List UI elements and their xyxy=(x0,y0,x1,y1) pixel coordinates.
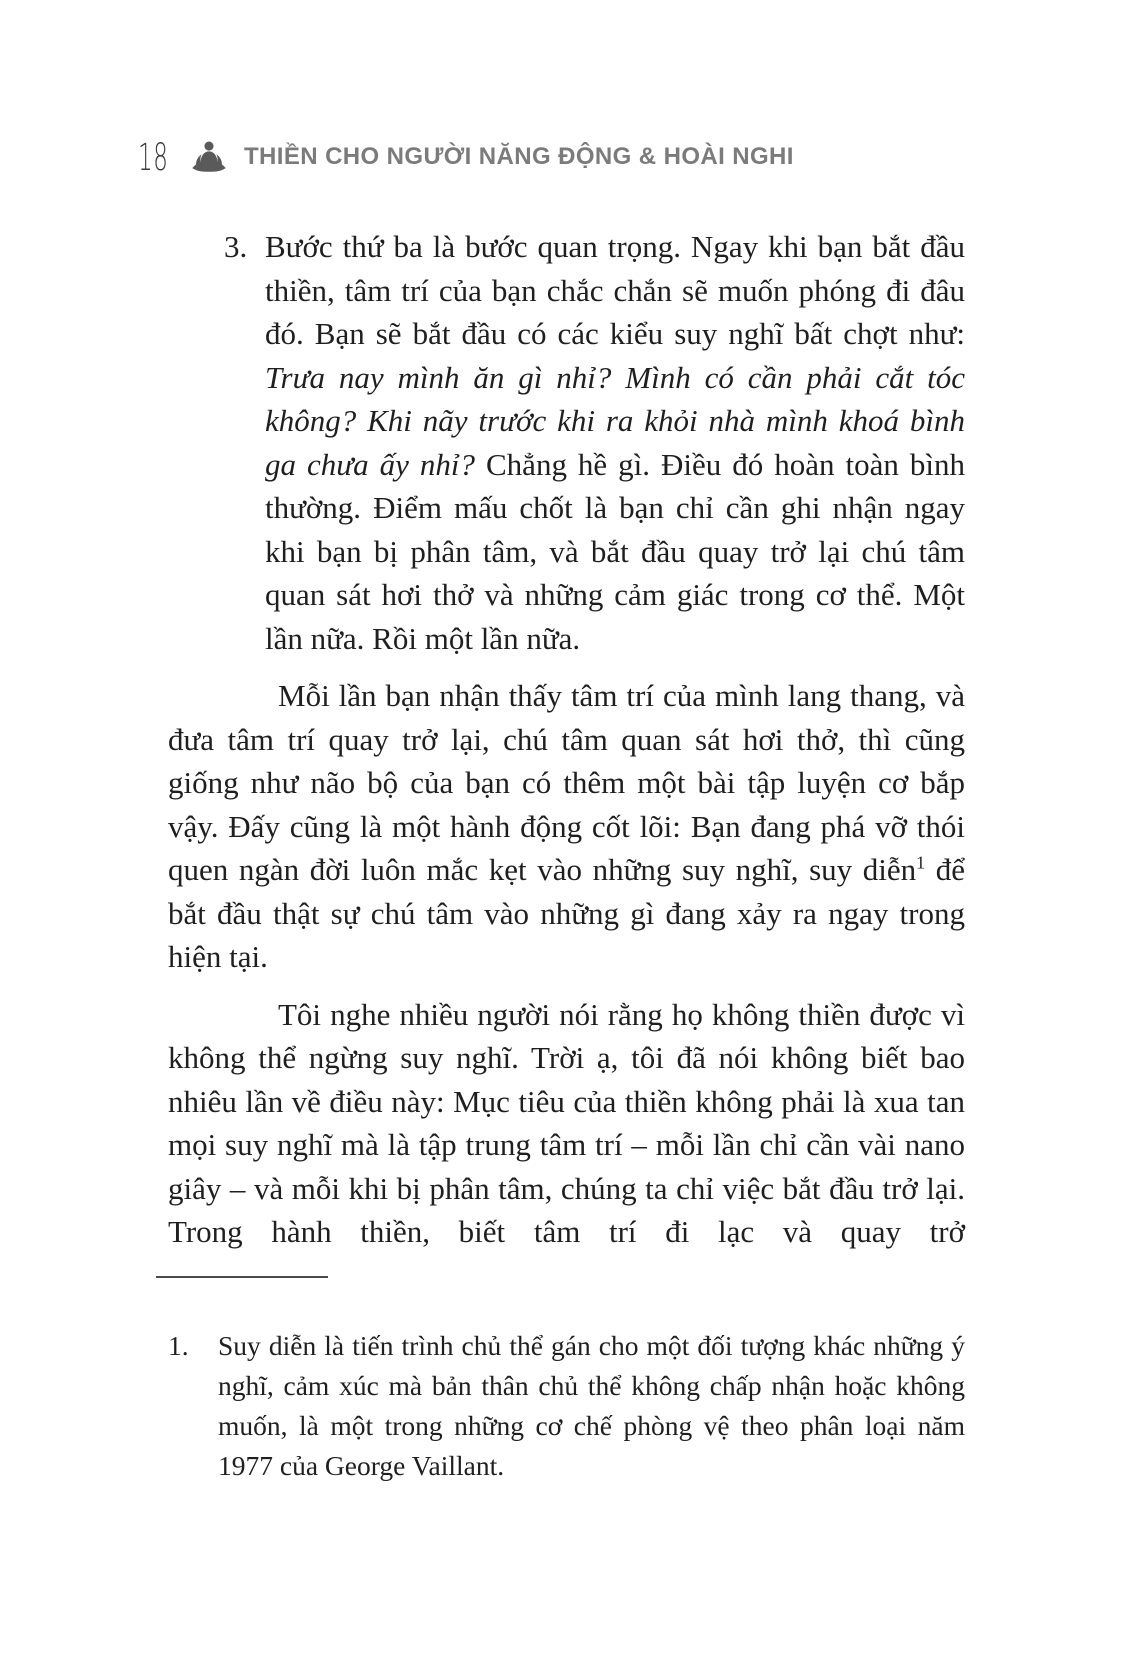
footnote-text: Suy diễn là tiến trình chủ thể gán cho một đối tượng khác những ý nghĩ, cảm xúc mà bản thân chủ thể không chấp nhận hoặc không muốn, là một trong những cơ chế phòng vệ theo phân loại năm 1977 của George Vaillant. xyxy=(218,1329,965,1481)
list-item-text-italic: Trưa nay mình ăn gì nhỉ? Mình có cần phải cắt tóc không? Khi nãy trước khi ra khỏi nhà mình khoá bình ga chưa ấy nhỉ? xyxy=(265,359,965,482)
paragraph-1 xyxy=(168,674,965,979)
list-item-text-1: Bước thứ ba là bước quan trọng. Ngay khi bạn bắt đầu thiền, tâm trí của bạn chắc chắn sẽ muốn phóng đi đâu đó. Bạn sẽ bắt đầu có các kiểu suy nghĩ bất chợt như: xyxy=(265,229,965,351)
paragraph-1-text: Mỗi lần bạn nhận thấy tâm trí của mình lang thang, và đưa tâm trí quay trở lại, chú tâm quan sát hơi thở, thì cũng giống như não bộ của bạn có thêm một bài tập luyện cơ bắp vậy. Đấy cũng là một hành động cốt lõi: Bạn đang phá vỡ thói quen ngàn đời luôn mắc kẹt vào những suy nghĩ, suy diễn xyxy=(168,678,965,887)
running-title: THIỀN CHO NGƯỜI NĂNG ĐỘNG & HOÀI NGHI xyxy=(244,143,794,170)
list-item-3 xyxy=(168,225,965,660)
footnote-1 xyxy=(168,1326,965,1486)
list-item-text-2: Chẳng hề gì. Điều đó hoàn toàn bình thường. Điểm mấu chốt là bạn chỉ cần ghi nhận ngay khi bạn bị phân tâm, và bắt đầu quay trở lại chú tâm quan sát hơi thở và những cảm giác trong cơ thể. Một lần nữa. Rồi một lần nữa. xyxy=(265,446,965,656)
footnote-reference-1: 1 xyxy=(916,852,926,873)
meditation-icon xyxy=(188,139,230,175)
page-header xyxy=(138,137,965,177)
footnote-separator xyxy=(156,1276,328,1278)
footnote-number: 1. xyxy=(168,1329,189,1361)
paragraph-1-text-cont: để bắt đầu thật sự chú tâm vào những gì đang xảy ra ngay trong hiện tại. xyxy=(168,852,965,974)
list-item-number: 3. xyxy=(224,229,248,264)
paragraph-2: Tôi nghe nhiều người nói rằng họ không thiền được vì không thể ngừng suy nghĩ. Trời ạ, tôi đã nói không biết bao nhiêu lần về điều này: Mục tiêu của thiền không phải là xua tan mọi suy nghĩ mà là tập trung tâm trí – mỗi lần chỉ cần vài nano giây – và mỗi khi bị phân tâm, chúng ta chỉ việc bắt đầu trở lại. Trong hành thiền, biết tâm trí đi lạc và quay trở xyxy=(168,996,965,1249)
page-number: 18 xyxy=(138,135,169,179)
